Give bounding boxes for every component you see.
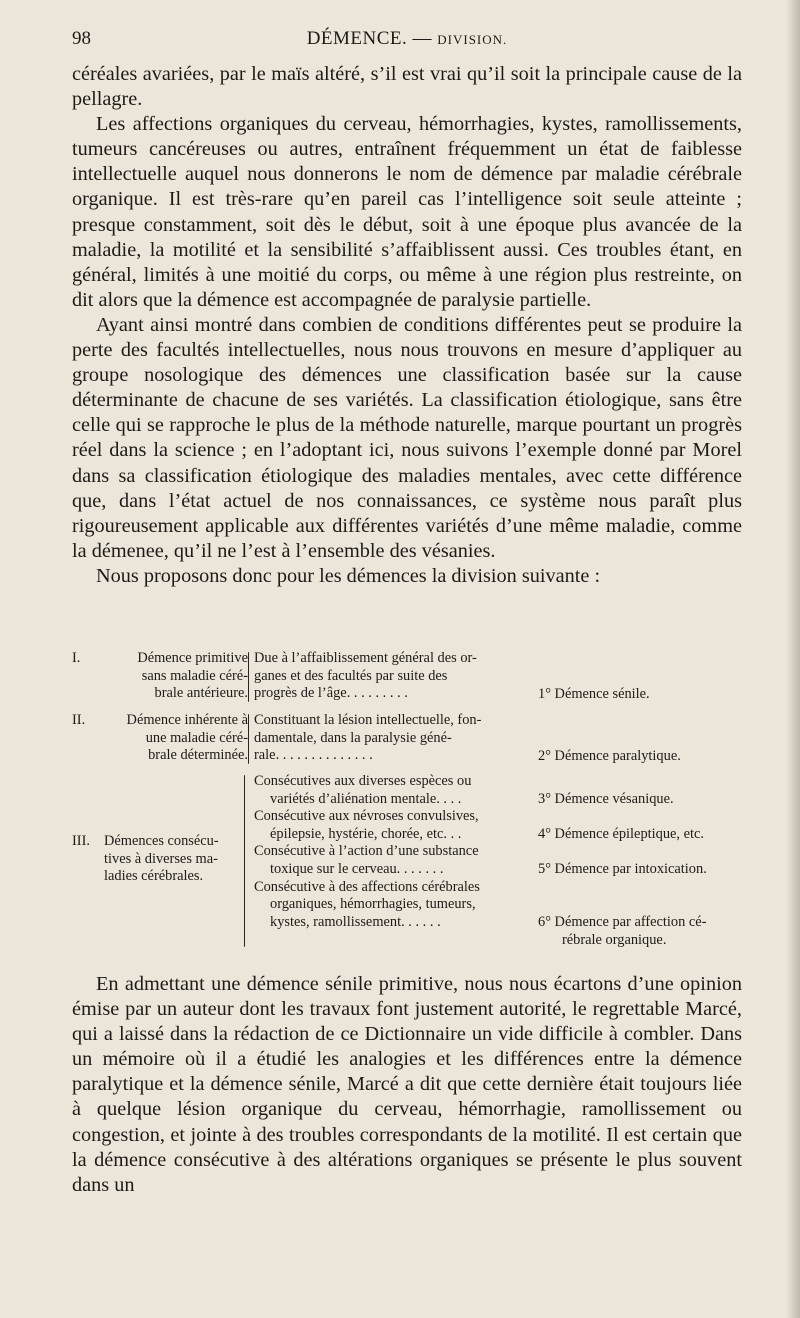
brace	[244, 775, 245, 947]
description-line: progrès de l’âge. . . . . . . . .	[254, 685, 408, 702]
row-result: 6° Démence par affection cé-	[538, 914, 707, 930]
page-number: 98	[72, 28, 91, 49]
category-line: Démence primitive	[137, 650, 248, 666]
description-line: Consécutive à l’action d’une substance	[254, 843, 479, 860]
description-line: Consécutive à des affections cérébrales	[254, 878, 480, 895]
row-result: rébrale organique.	[562, 932, 667, 948]
brace	[248, 652, 249, 702]
page-header	[72, 28, 742, 58]
row-number: II.	[72, 712, 86, 728]
row-result: 3° Démence vésanique.	[538, 791, 674, 807]
row-category	[98, 650, 248, 703]
row-result: 4° Démence épileptique, etc.	[538, 826, 704, 842]
row-description	[254, 712, 526, 765]
description-line: épilepsie, hystérie, chorée, etc. . .	[270, 825, 462, 842]
description-line: variétés d’aliénation mentale. . . .	[270, 790, 462, 807]
row-result: 5° Démence par intoxication.	[538, 861, 707, 877]
category-line: une maladie céré-	[145, 729, 248, 746]
running-title-main: DÉMENCE. —	[306, 28, 433, 49]
description-line: kystes, ramollissement. . . . . .	[270, 913, 441, 930]
row-result: 2° Démence paralytique.	[538, 748, 681, 764]
brace	[248, 714, 249, 764]
running-title	[72, 28, 742, 50]
paragraph-marce: En admettant une démence sénile primitive, nous nous écartons d’une opinion émise par un auteur dont les travaux font justement autorité, le regrettable Marcé, qui a laissé dans la rédaction de ce Dictionnaire un vide difficile à combler. Dans un mémoire où il a étudié les analogies et les différences entre la démence paralytique et la démence sénile, Marcé a dit que cette dernière était toujours liée à quelque lésion organique du cerveau, hémorrhagie, ramollissement ou congestion, et jointe à des troubles correspondants de la motilité. Il est certain que la démence consécutive à des altérations organiques se présente le plus souvent dans un	[72, 973, 742, 1196]
category-line: brale antérieure.	[154, 685, 248, 702]
category-line: sans maladie céré-	[141, 667, 248, 684]
description-line: Constituant la lésion intellectuelle, fon-	[254, 712, 482, 728]
page-edge-shadow	[786, 0, 800, 1318]
row-number: III.	[72, 833, 90, 849]
paragraph-classification-intro: Ayant ainsi montré dans combien de conditions différentes peut se produire la perte des facultés intellectuelles, nous nous trouvons en mesure d’appliquer au groupe nosologique des démences une classification basée sur la cause déterminante de chacune de ses variétés. La classification étiologique, sans être celle qui se rapproche le plus de la méthode naturelle, marque pourtant un progrès réel dans la science ; en l’adoptant ici, nous suivons l’exemple donné par Morel dans sa classification étiologique des maladies mentales, avec cette différence que, dans l’état actuel de nos connaissances, ce système nous paraît plus rigoureusement applicable aux différentes variétés d’une même maladie, comme la démenee, qu’il ne l’est à l’ensemble des vésanies.	[72, 313, 742, 562]
class-row-1	[72, 650, 744, 710]
description-line: rale. . . . . . . . . . . . . .	[254, 747, 373, 764]
row-description	[254, 650, 526, 703]
body-text	[72, 62, 742, 589]
paragraph-organic-affections: Les affections organiques du cerveau, hémorrhagies, kystes, ramollissements, tumeurs cancéreuses ou autres, entraînent fréquemment un état de faiblesse intellectuelle auquel nous donnerons le nom de démence par maladie cérébrale organique. Il est très-rare qu’en pareil cas l’intelligence soit seule atteinte ; presque constamment, soit dès le début, soit à une époque plus avancée de la maladie, la motilité et la sensibilité s’affaiblissent aussi. Ces troubles étant, en général, limités à une moitié du corps, ou même à une région plus restreinte, on dit alors que la démence est accompagnée de paralysie partielle.	[72, 113, 742, 311]
category-line: brale déterminée.	[148, 747, 248, 764]
description-line: Consécutive aux névroses convulsives,	[254, 808, 479, 825]
running-title-sub: DIVISION.	[437, 32, 508, 47]
category-line: tives à diverses ma-	[104, 850, 218, 867]
description-line: organiques, hémorrhagies, tumeurs,	[270, 896, 476, 913]
row-category	[104, 833, 244, 886]
category-line: Démence inhérente à	[126, 712, 248, 728]
row-number: I.	[72, 650, 81, 666]
paragraph-division-lead: Nous proposons donc pour les démences la division suivante :	[96, 564, 601, 587]
row-description	[254, 773, 526, 931]
row-category	[98, 712, 248, 765]
class-row-3	[72, 773, 744, 953]
description-line: Due à l’affaiblissement général des or-	[254, 650, 477, 666]
closing-text	[72, 972, 742, 1198]
description-line: ganes et des facultés par suite des	[254, 667, 448, 684]
description-line: Consécutives aux diverses espèces ou	[254, 773, 472, 789]
description-line: damentale, dans la paralysie géné-	[254, 729, 452, 746]
paragraph-continuation: céréales avariées, par le maïs altéré, s’il est vrai qu’il soit la principale cause de la pellagre.	[72, 63, 742, 111]
class-row-2	[72, 712, 744, 772]
category-line: Démences consécu-	[104, 833, 219, 849]
category-line: ladies cérébrales.	[104, 868, 204, 885]
row-result: 1° Démence sénile.	[538, 686, 650, 702]
description-line: toxique sur le cerveau. . . . . . .	[270, 860, 444, 877]
